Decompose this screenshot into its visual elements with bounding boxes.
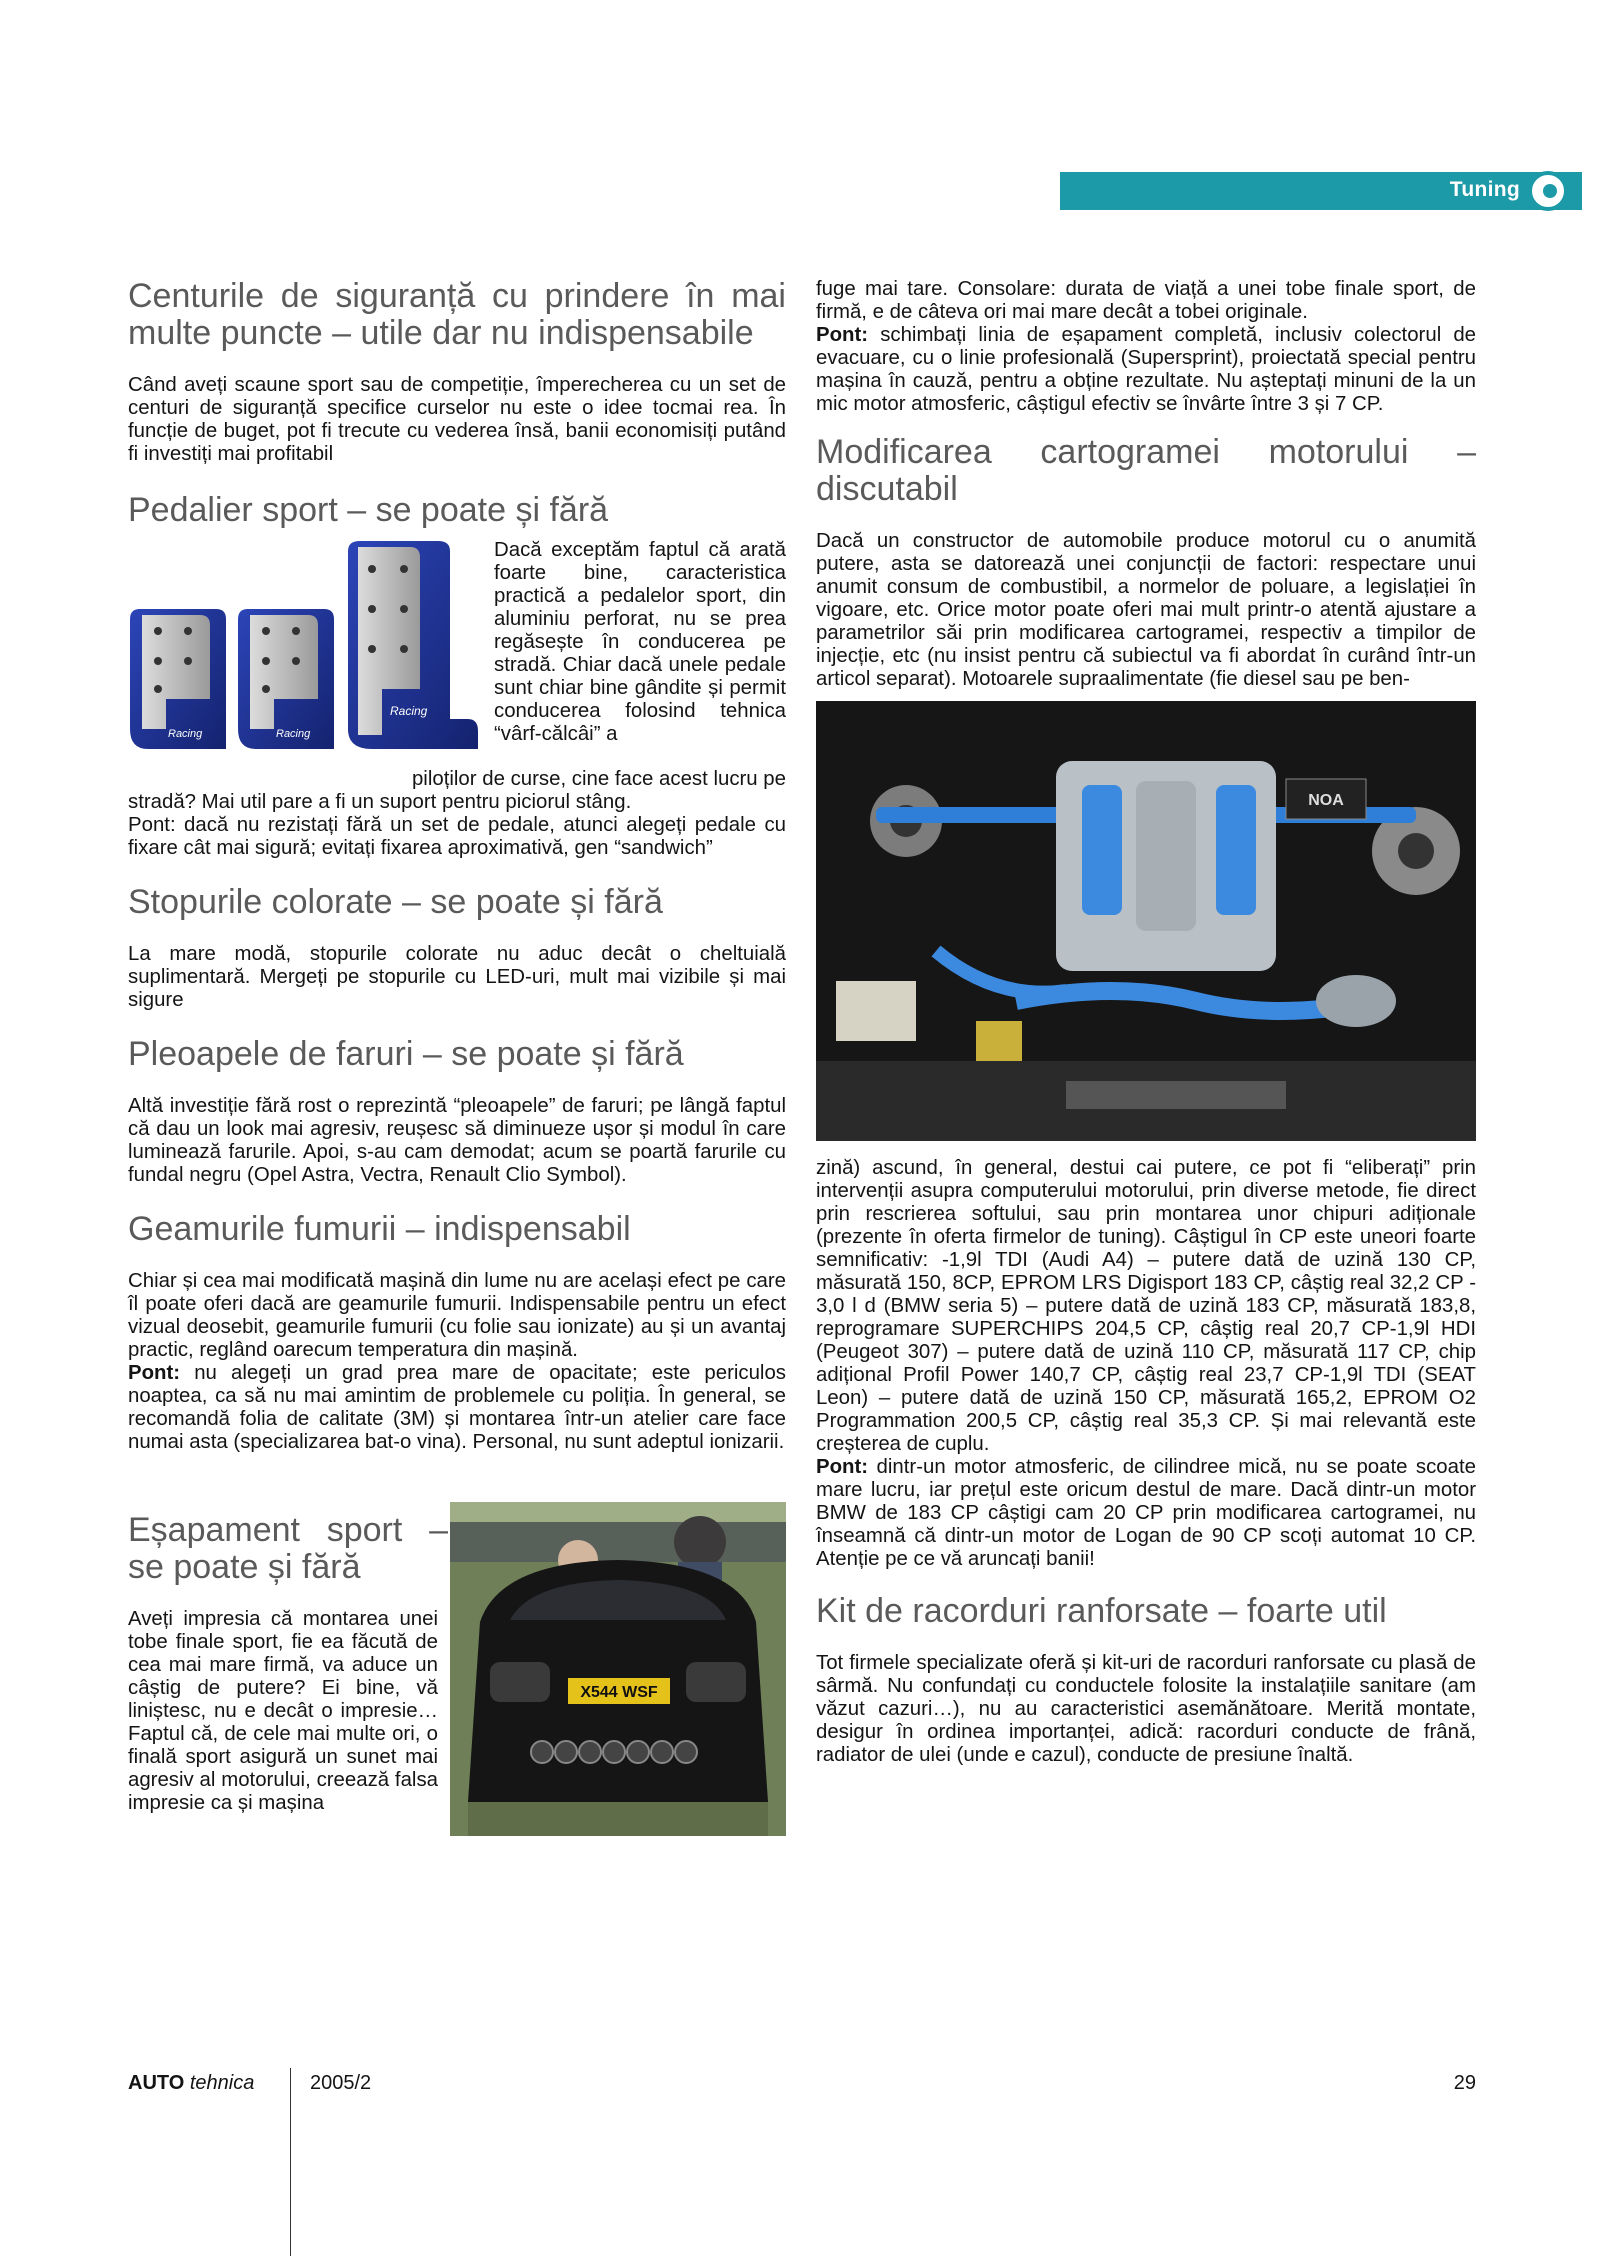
- paragraph-hose-kit: Tot firmele specializate oferă și kit-uri de racorduri ranforsate cu plasă de sârmă. Nu confundați cu conductele folosite la instalațiile sanitare (am văzut cazuri…), nu au caracteristici asemănătoare. Merită montate, desigur în ordinea importanței, adică: racorduri conducte de frână, radiator de ulei (unde e cazul), conducte de presiune înaltă.: [816, 1652, 1476, 1766]
- right-column: [816, 278, 1476, 1767]
- paragraph-exhaust-cont: fuge mai tare. Consolare: durata de viață a unei tobe finale sport, de firmă, e de câteva ori mai mare decât a tobei originale.: [816, 278, 1476, 323]
- heading-eyelids: Pleoapele de faruri – se poate și fără: [128, 1035, 684, 1073]
- pedals-block: [128, 539, 786, 791]
- paragraph-tinted-pont: [128, 1362, 786, 1454]
- heading-hose-kit: Kit de racorduri ranforsate – foarte util: [816, 1592, 1387, 1630]
- paragraph-ecu-remap: Dacă un constructor de automobile produce motorul cu o anumită putere, asta se datorează unei conjuncții de factori: respectare unui anumit consum de combustibil, a normelor de poluare, a legislației în vigoare, etc. Orice motor poate oferi mai mult printr-o atentă ajustare a parametrilor săi prin modificarea cartogramei, respectiv a timpilor de injecție, etc (nu insist pentru că subiectul va fi abordat în curând într-un articol separat). Motoarele supraalimentate (fie diesel sau pe ben-: [816, 530, 1476, 690]
- section-tab: [1060, 172, 1582, 210]
- paragraph-taillights: La mare modă, stopurile colorate nu aduc decât o cheltuială suplimentară. Mergeți pe stopurile cu LED-uri, mult mai vizibile și mai sigure: [128, 943, 786, 1011]
- svg-text:Racing: Racing: [390, 704, 428, 718]
- paragraph-ecu-pont: [816, 1456, 1476, 1571]
- paragraph-pedals-side: Dacă exceptăm faptul că arată foarte bine, caracteristica practică a pedalelor sport, din aluminiu perforat, nu se prea regăsește în conducerea pe stradă. Chiar dacă unele pedale sunt chiar bine gândite și permit conducerea folosind tehnica “vârf-călcâi” a: [494, 539, 786, 745]
- heading-seatbelts: Centurile de siguranță cu prindere în mai multe puncte – utile dar nu indispensabile: [128, 277, 786, 352]
- paragraph-pedals-tail: piloților de curse, cine face acest lucru pe: [411, 768, 786, 790]
- heading-taillights: Stopurile colorate – se poate și fără: [128, 883, 663, 921]
- section-label: Tuning: [1449, 178, 1520, 201]
- engine-badge: NOA: [1308, 792, 1344, 809]
- sport-pedals-image: [128, 539, 478, 755]
- heading-ecu-remap: Modificarea cartogramei motorului – discutabil: [816, 433, 1476, 508]
- brand-italic: tehnica: [189, 2072, 255, 2094]
- magazine-brand: [128, 2072, 254, 2095]
- brand-bold: AUTO: [128, 2072, 185, 2094]
- pont-text: dintr-un motor atmosferic, de cilindree mică, nu se poate scoate mare lucru, iar prețul este oricum destul de mare. Dacă dintr-un motor BMW de 183 CP câștigi cam 20 CP prin modificarea cartogramei, nu înseamnă că dintr-un motor de Logan de 90 CP scoți automat 10 CP. Atenție pe ce vă aruncați banii!: [816, 1456, 1476, 1570]
- footer-divider: [290, 2068, 291, 2256]
- paragraph-seatbelts: Când aveți scaune sport sau de competiție, împerecherea cu un set de centuri de siguranță specifice curselor nu este o idee tocmai rea. În funcție de buget, pot fi trecute cu vederea însă, banii economisiți putând fi investiți mai profitabil: [128, 374, 786, 465]
- pont-label: Pont:: [128, 1362, 181, 1384]
- paragraph-pedals-cont: stradă? Mai util pare a fi un suport pentru piciorul stâng.: [128, 791, 632, 813]
- engine-bay-image: [816, 701, 1476, 1141]
- paragraph-tinted-windows: Chiar și cea mai modificată mașină din lume nu are același efect pe care îl poate oferi dacă are geamurile fumurii. Indispensabile pentru un efect vizual deosebit, geamurile fumurii (cu folie sau ionizate) au și un avantaj practic, reglând oarecum temperatura din mașină.: [128, 1270, 786, 1361]
- pont-label: Pont:: [816, 324, 869, 346]
- pont-text: schimbați linia de eșapament completă, inclusiv colectorul de evacuare, cu o linie profesională (Supersprint), proiectată special pentru mașina în cauză, pentru a obține rezultate. Nu așteptați minuni de la un mic motor atmosferic, câștigul efectiv se învârte între 3 și 7 CP.: [816, 324, 1476, 415]
- pont-text: nu alegeți un grad prea mare de opacitate; este periculos noaptea, ca să nu mai amintim de problemele cu poliția. În general, se recomandă folia de calitate (3M) și montarea într-un atelier care face numai asta (specializarea bat-o vina). Personal, nu sunt adeptul ionizarii.: [128, 1362, 787, 1453]
- heading-exhaust: Eșapament sport – se poate și fără: [128, 1511, 448, 1586]
- heading-pedals: Pedalier sport – se poate și fără: [128, 491, 609, 529]
- paragraph-exhaust: Aveți impresia că montarea unei tobe finale sport, fie ea făcută de cea mai mare firmă, va aduce un câștig de putere? Ei bine, vă liniștesc, nu e decât o impresie… Faptul că, de cele mai multe ori, o finală sport asigură un sunet mai agresiv al motorului, creează falsa impresie ca și mașina: [128, 1608, 438, 1814]
- magazine-logo-icon: [1528, 171, 1568, 211]
- heading-tinted-windows: Geamurile fumurii – indispensabil: [128, 1210, 631, 1248]
- paragraph-ecu-cont: zină) ascund, în general, destui cai putere, ce pot fi “eliberați” prin intervenții asupra computerului motorului, prin diverse metode, fie direct prin rescrierea softului, sau prin montarea unor chipuri adiționale (prezente în oferta firmelor de tuning). Câștigul în CP este uneori foarte semnificativ: -1,9l TDI (Audi A4) – putere dată de uzină 130 CP, măsurată 150, 8CP, EPROM LRS Digisport 183 CP, câștig real 32,2 CP - 3,0 l d (BMW seria 5) – putere dată de uzină 183 CP, măsurată 183,8, reprogramare SUPERCHIPS 204,5 CP, câștig real 20,7 CP-1,9l HDI (Peugeot 307) – putere dată de uzină 110 CP, măsurată 117 CP, chip adițional Profil Power 140,7 CP, câștig real 23,7 CP-1,9l TDI (SEAT Leon) – putere dată de uzină 150 CP, măsurată 165,2, EPROM O2 Programmation 200,5 CP, câștig real 35,3 CP. Și mai relevantă este creșterea de cuplu.: [816, 1157, 1476, 1455]
- paragraph-exhaust-pont: [816, 324, 1476, 416]
- license-plate: X544 WSF: [580, 1684, 658, 1701]
- pont-label: Pont:: [816, 1456, 869, 1478]
- black-hatchback-image: [450, 1502, 786, 1836]
- paragraph-eyelids: Altă investiție fără rost o reprezintă “pleoapele” de faruri; pe lângă faptul că dau un look mai agresiv, reușesc să diminueze ușor și modul în care luminează farurile. Apoi, s-au cam demodat; acum se poartă farurile cu fundal negru (Opel Astra, Vectra, Renault Clio Symbol).: [128, 1095, 786, 1186]
- page-number: 29: [1453, 2072, 1476, 2094]
- svg-text:Racing: Racing: [168, 728, 203, 740]
- svg-text:Racing: Racing: [276, 728, 311, 740]
- exhaust-block: [128, 1512, 786, 1812]
- issue-number: 2005/2: [310, 2072, 372, 2094]
- paragraph-pedals-pont: Pont: dacă nu rezistați fără un set de pedale, atunci alegeți pedale cu fixare cât mai sigură; evitați fixarea aproximativă, gen “sandwich”: [128, 814, 786, 859]
- left-column: [128, 278, 786, 1812]
